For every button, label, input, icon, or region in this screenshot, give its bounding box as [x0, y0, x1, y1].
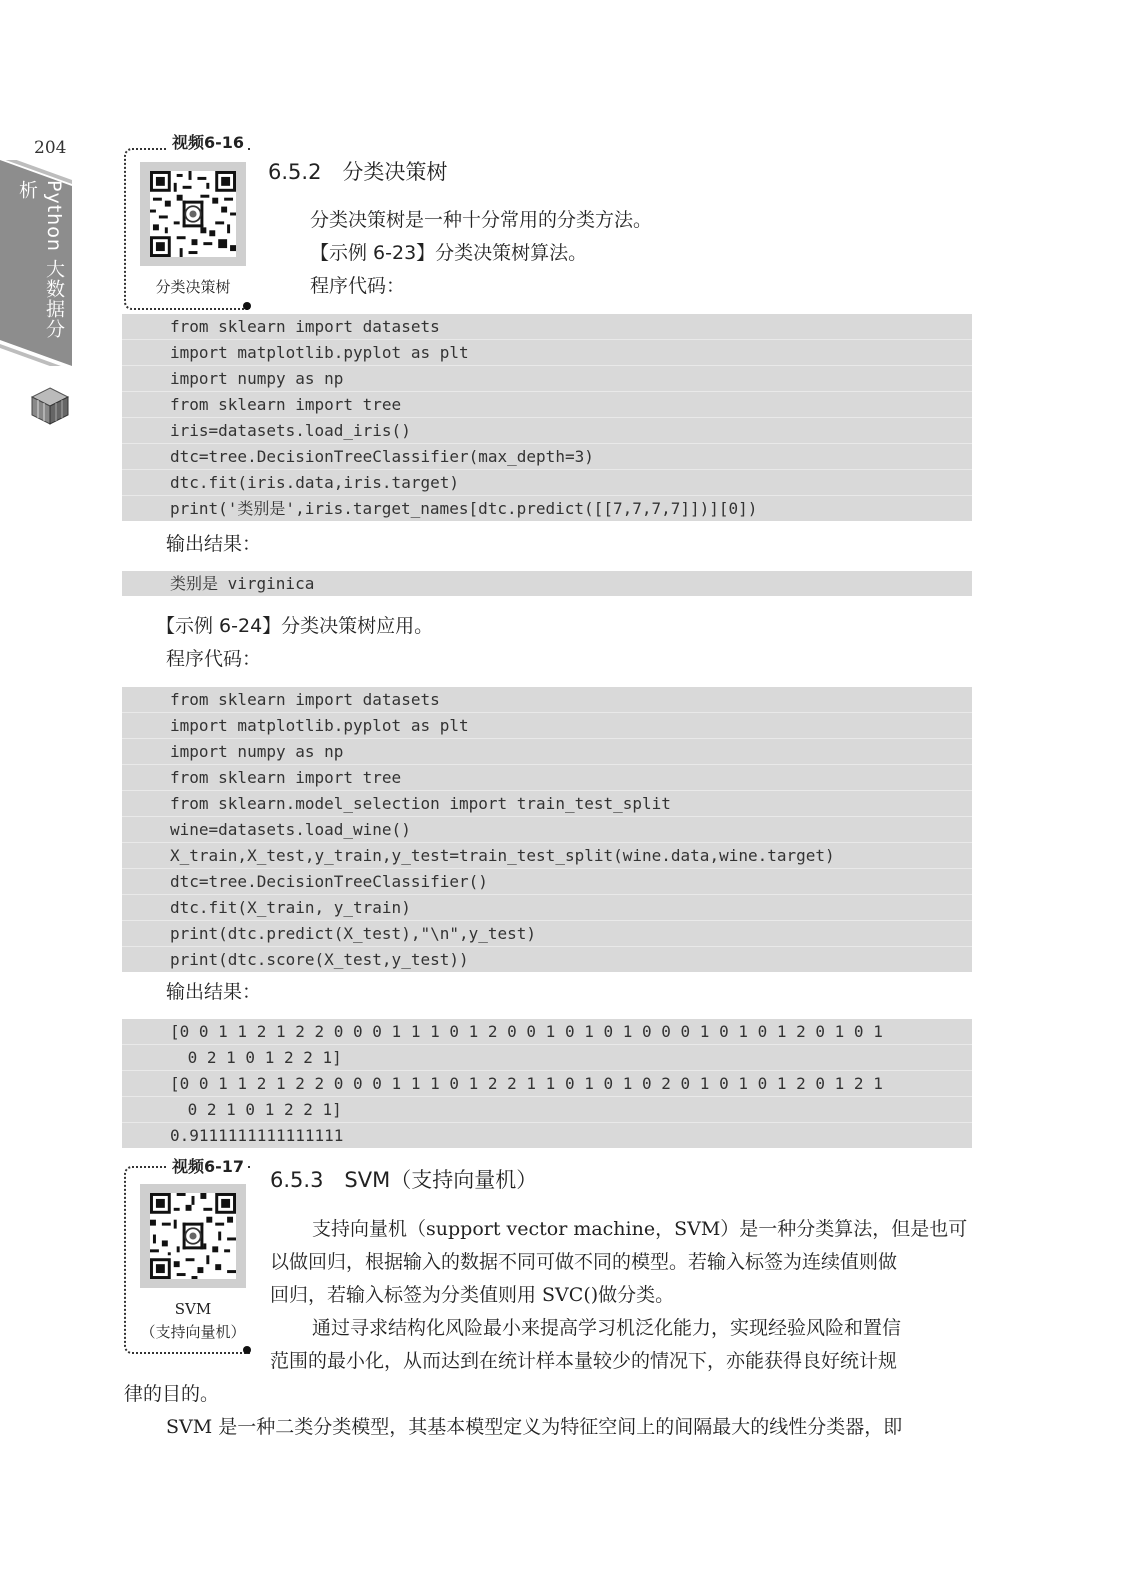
cube-icon [28, 384, 72, 428]
video-label: 视频6-17 [168, 1154, 248, 1177]
paragraph-line: 回归，若输入标签为分类值则用 SVC()做分类。 [270, 1284, 675, 1306]
video-caption-line2: （支持向量机） [140, 1323, 246, 1341]
example-tag: 【示例 6-23】 [310, 242, 436, 264]
page-number: 204 [34, 138, 67, 158]
output-block [122, 1019, 972, 1148]
paragraph-line: 通过寻求结构化风险最小来提高学习机泛化能力，实现经验风险和置信 [312, 1317, 902, 1339]
section-heading: 6.5.2 分类决策树 [268, 160, 448, 184]
paragraph-line: 以做回归，根据输入的数据不同可做不同的模型。若输入标签为连续值则做 [270, 1251, 898, 1273]
code-line: wine=datasets.load_wine() [122, 817, 972, 843]
code-block [122, 687, 972, 972]
code-label: 程序代码： [166, 648, 262, 670]
code-line: dtc=tree.DecisionTreeClassifier() [122, 869, 972, 895]
paragraph-line: 律的目的。 [124, 1383, 220, 1405]
code-line: dtc.fit(X_train, y_train) [122, 895, 972, 921]
code-line: X_train,X_test,y_train,y_test=train_test_split(wine.data,wine.target) [122, 843, 972, 869]
code-line: from sklearn import tree [122, 392, 972, 418]
qr-code-frame[interactable] [140, 162, 246, 266]
code-line: import numpy as np [122, 739, 972, 765]
output-line: [0 0 1 1 2 1 2 2 0 0 0 1 1 1 0 1 2 2 1 1 0 1 0 1 0 2 0 1 0 1 0 1 2 0 1 2 1 [122, 1071, 972, 1097]
code-line: import matplotlib.pyplot as plt [122, 713, 972, 739]
paragraph-line: 支持向量机（support vector machine，SVM）是一种分类算法，但是也可 [312, 1218, 968, 1240]
example-text: 分类决策树算法。 [435, 242, 588, 264]
code-block [122, 314, 972, 521]
paragraph-line: 范围的最小化，从而达到在统计样本量较少的情况下，亦能获得良好统计规 [270, 1350, 898, 1372]
output-block [122, 571, 972, 596]
section-heading: 6.5.3 SVM（支持向量机） [270, 1168, 538, 1192]
video-caption-line1: SVM [174, 1300, 212, 1318]
video-caption: 分类决策树 [155, 278, 231, 296]
qr-code-icon [150, 171, 236, 257]
qr-code-icon [150, 1193, 236, 1279]
code-line: print(dtc.predict(X_test),"\n",y_test) [122, 921, 972, 947]
code-line: print(dtc.score(X_test,y_test)) [170, 950, 469, 969]
code-line: from sklearn import datasets [122, 687, 972, 713]
example-text: 分类决策树应用。 [281, 615, 434, 637]
example-title [310, 237, 587, 270]
output-line: 0 2 1 0 1 2 2 1] [122, 1045, 972, 1071]
code-line: dtc.fit(iris.data,iris.target) [122, 470, 972, 496]
video-label: 视频6-16 [168, 130, 248, 153]
output-label: 输出结果： [166, 981, 262, 1003]
code-line: dtc=tree.DecisionTreeClassifier(max_depth=3) [122, 444, 972, 470]
code-label: 程序代码： [310, 275, 406, 297]
bullet-dot [243, 1346, 251, 1354]
paragraph-line: SVM 是一种二类分类模型，其基本模型定义为特征空间上的间隔最大的线性分类器，即 [166, 1416, 903, 1438]
code-line: from sklearn import datasets [122, 314, 972, 340]
qr-code-frame[interactable] [140, 1184, 246, 1288]
code-line: from sklearn import tree [122, 765, 972, 791]
output-label: 输出结果： [166, 533, 262, 555]
example-title [156, 610, 433, 643]
example-tag: 【示例 6-24】 [156, 615, 282, 637]
bullet-dot [243, 302, 251, 310]
code-line: iris=datasets.load_iris() [122, 418, 972, 444]
code-line: from sklearn.model_selection import train_test_split [122, 791, 972, 817]
output-line: 0.9111111111111111 [170, 1126, 344, 1145]
code-line: import matplotlib.pyplot as plt [122, 340, 972, 366]
output-line: 类别是 virginica [170, 574, 315, 593]
code-line: print('类别是',iris.target_names[dtc.predict([[7,7,7,7]])][0]) [170, 499, 758, 518]
code-line: import numpy as np [122, 366, 972, 392]
output-line: [0 0 1 1 2 1 2 2 0 0 0 1 1 1 0 1 2 0 0 1 0 1 0 1 0 0 0 1 0 1 0 1 2 0 1 0 1 [122, 1019, 972, 1045]
section-intro: 分类决策树是一种十分常用的分类方法。 [310, 209, 653, 231]
output-line: 0 2 1 0 1 2 2 1] [122, 1097, 972, 1123]
side-title: Python 大数据分析 [16, 180, 65, 339]
